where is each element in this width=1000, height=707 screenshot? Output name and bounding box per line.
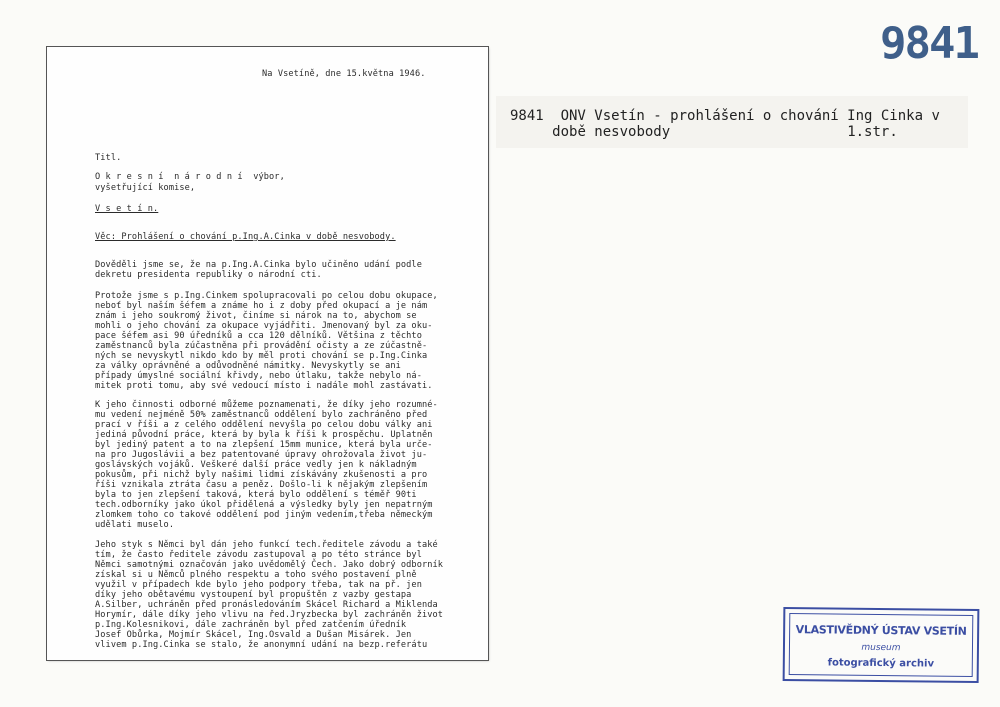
document-line: znám i jeho soukromý život, činíme si nárok na to, abychom se <box>95 311 417 321</box>
document-line: byl jediný patent a to na zlepšení 15mm munice, která byla urče- <box>95 440 433 450</box>
document-line: O k r e s n í n á r o d n í výbor, <box>95 172 285 182</box>
document-line: Na Vsetíně, dne 15.května 1946. <box>262 69 426 79</box>
document-line: získal si u Němců plného respektu a toho svého postavení plně <box>95 570 417 580</box>
archive-stamp <box>783 607 980 683</box>
document-line: tech.odborníky jako úkol přidělená a výsledky byly jen nepatrným <box>95 500 433 510</box>
stamp-line-museum: museum <box>861 642 901 654</box>
document-line: tím, že často ředitele závodu zastupoval a po této stránce byl <box>95 550 422 560</box>
document-line: Dověděli jsme se, že na p.Ing.A.Cinka bylo učiněno udání podle <box>95 260 422 270</box>
caption-title-line1: ONV Vsetín - prohlášení o chování Ing Cinka v <box>560 108 940 124</box>
document-line: A.Silber, uchráněn před pronásledováním Skácel Richard a Miklenda <box>95 600 438 610</box>
document-line: zlomkem toho co takové oddělení pod jiným vedením,třeba německým <box>95 510 433 520</box>
document-line: Věc: Prohlášení o chování p.Ing.A.Cinka v době nesvobody. <box>95 232 396 242</box>
document-line: Protože jsme s p.Ing.Cinkem spolupracovali po celou dobu okupace, <box>95 291 438 301</box>
document-line: zaměstnanců byla zúčastněna při provádění očisty a ze zúčastně- <box>95 341 428 351</box>
document-line: byla to jen zlepšení taková, která bylo oddělení s téměř 90ti <box>95 490 417 500</box>
document-line: Jeho styk s Němci byl dán jeho funkcí tech.ředitele závodu a také <box>95 540 438 550</box>
stamp-line-archive: fotografický archiv <box>827 657 935 670</box>
document-line: na pro Jugoslávii a bez patentované úpravy ohrožovala život ju- <box>95 450 428 460</box>
document-line: využil v případech kde bylo jeho podpory třeba, tak na př. jen <box>95 580 422 590</box>
document-line: goslávských vojáků. Veškeré další práce vedly jen k nákladným <box>95 460 417 470</box>
document-line: jediná původní práce, která by byla k říši k prospěchu. Uplatněn <box>95 430 433 440</box>
document-line: za války oprávněné a odůvodněné námitky. Nevyskytly se ani <box>95 361 401 371</box>
card-number: 9841 <box>880 18 978 69</box>
document-line: vyšetřující komise, <box>95 183 196 193</box>
document-line: pokusům, při nichž byly našimi lidmi získávány zkušenosti a pro <box>95 470 428 480</box>
document-line: K jeho činnosti odborné můžeme poznamenati, že díky jeho rozumné- <box>95 400 438 410</box>
document-line: díky jeho obětavému vystoupení byl propuštěn z vazby gestapa <box>95 590 412 600</box>
document-line: p.Ing.Kolesnikovi, dále zachráněn byl před zatčením úředník <box>95 620 407 630</box>
document-line: udělati muselo. <box>95 520 175 530</box>
caption-page: 1.str. <box>847 124 898 140</box>
document-line: případy úmyslné sociální křivdy, nebo útlaku, takže nebylo ná- <box>95 371 422 381</box>
caption-title-line2: době nesvobody <box>552 124 671 140</box>
caption-number: 9841 <box>510 108 544 124</box>
document-line: Titl. <box>95 153 122 163</box>
document-line: ných se nevyskytl nikdo kdo by měl proti chování se p.Ing.Cinka <box>95 351 428 361</box>
document-line: říši vznikala ztráta času a peněz. Došlo-li k nějakým zlepšením <box>95 480 428 490</box>
document-line: mitek proti tomu, aby své vedoucí místo i nadále mohl zastávati. <box>95 381 433 391</box>
document-line: Josef Obůrka, Mojmír Skácel, Ing.Osvald a Dušan Misárek. Jen <box>95 630 412 640</box>
document-line: V s e t í n. <box>95 204 159 214</box>
document-line: prací v říši a z celého oddělení nevyšla po celou dobu války ani <box>95 420 433 430</box>
stamp-frame <box>789 613 974 677</box>
caption-label <box>496 96 968 148</box>
stamp-line-institution: VLASTIVĚDNÝ ÚSTAV VSETÍN <box>795 623 967 638</box>
document-line: Horymír, dále díky jeho vlivu na řed.Jryzbecka byl zachráněn život <box>95 610 444 620</box>
typed-document <box>47 47 488 660</box>
document-line: Němci samotnými označován jako uvědomělý Čech. Jako dobrý odborník <box>95 560 444 570</box>
caption-text <box>510 108 940 140</box>
document-line: mu vedení nejméně 50% zaměstnanců oddělení bylo zachráněno před <box>95 410 428 420</box>
document-line: dekretu presidenta republiky o národní cti. <box>95 270 322 280</box>
document-line: pace šéfem asi 90 úředníků a cca 120 dělníků. Většina z těchto <box>95 331 422 341</box>
document-line: neboť byl naším šéfem a známe ho i z doby před okupací a je nám <box>95 301 428 311</box>
document-line: vlivem p.Ing.Cinka se stalo, že anonymní udání na bezp.referátu <box>95 640 428 650</box>
document-line: mohli o jeho chování za okupace vyjádřiti. Jmenovaný byl za oku- <box>95 321 433 331</box>
